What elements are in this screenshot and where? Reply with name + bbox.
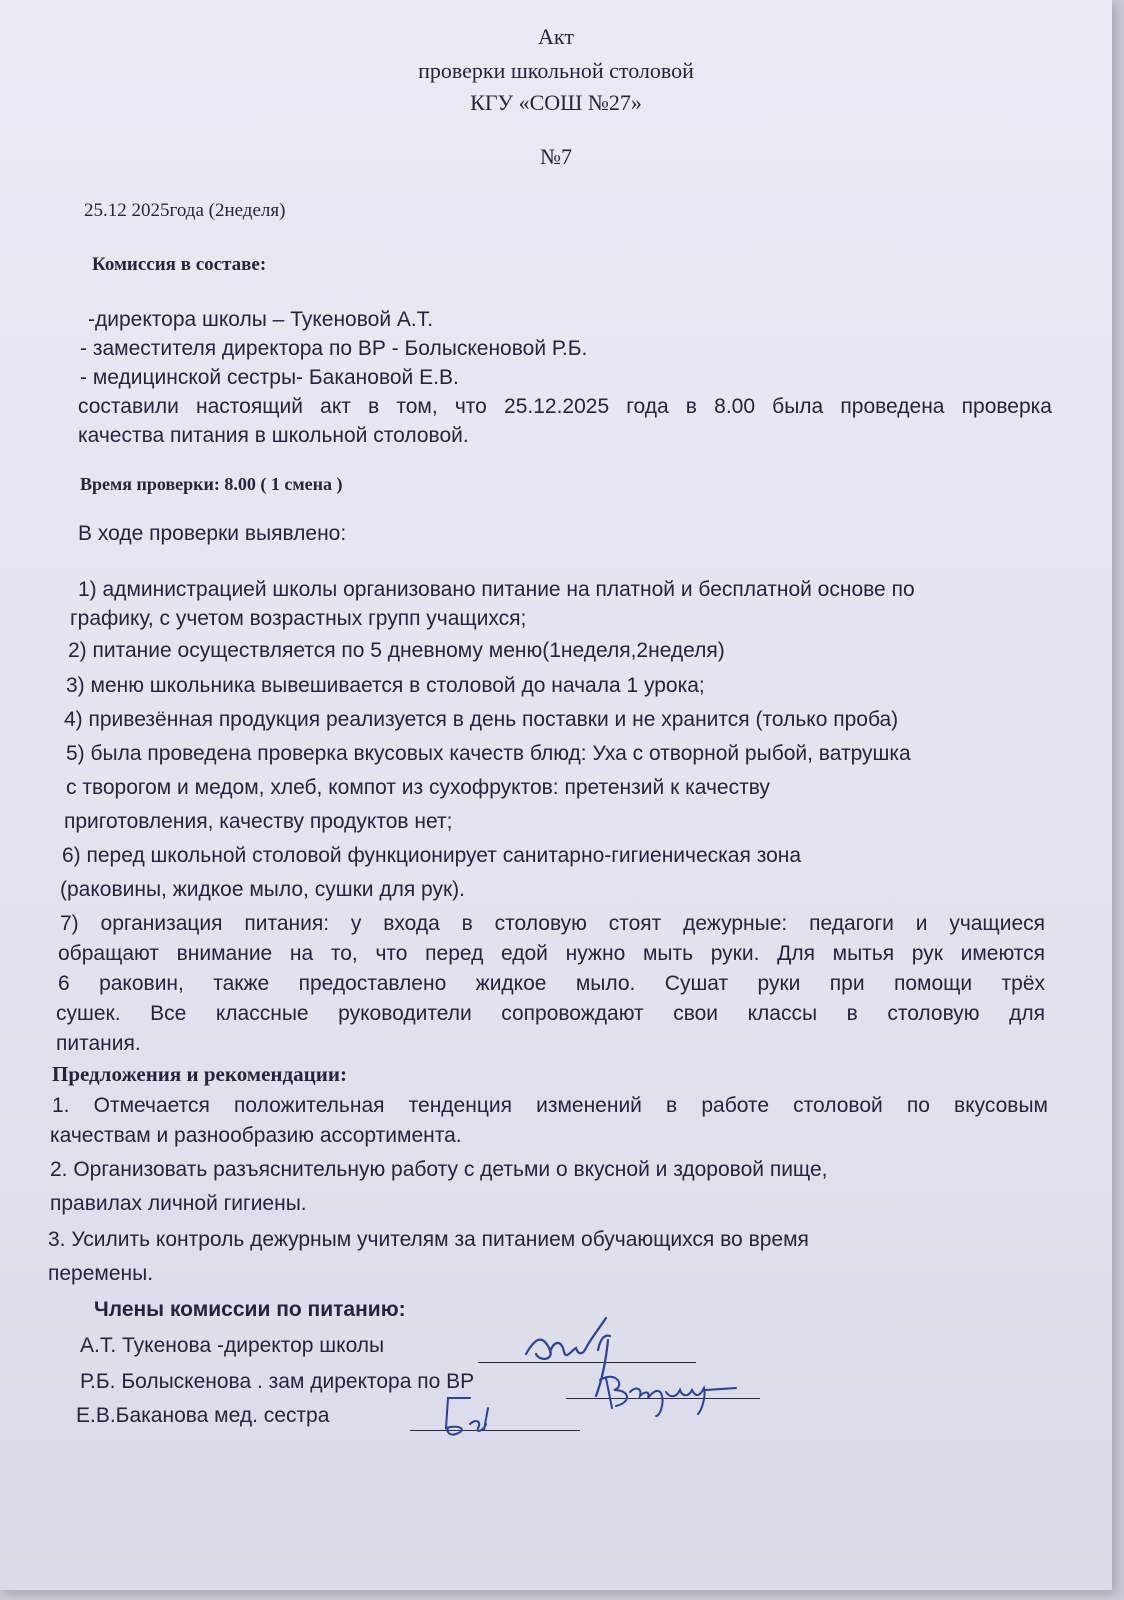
org-name: КГУ «СОШ №27» (470, 90, 642, 115)
finding-line: с творогом и медом, хлеб, компот из сухофруктов: претензий к качеству (66, 776, 770, 799)
doc-subtitle: проверки школьной столовой (418, 58, 694, 83)
commission-member: - медицинской сестры- Бакановой Е.В. (80, 366, 459, 389)
doc-title: Акт (538, 24, 574, 49)
finding-line: 2) питание осуществляется по 5 дневному меню(1неделя,2неделя) (68, 639, 725, 662)
finding-line: обращают внимание на то, что перед едой нужно мыть руки. Для мытья рук имеются (58, 942, 1045, 965)
recommendation-line: 1. Отмечается положительная тенденция изменений в работе столовой по вкусовым (52, 1094, 1048, 1117)
check-time: Время проверки: 8.00 ( 1 смена ) (80, 474, 343, 494)
signatory-nurse: Е.В.Баканова мед. сестра (76, 1404, 330, 1427)
recommendation-line: 2. Организовать разъяснительную работу с детьми о вкусной и здоровой пище, (50, 1158, 828, 1181)
commission-member: -директора школы – Тукеновой А.Т. (88, 308, 434, 331)
finding-line: (раковины, жидкое мыло, сушки для рук). (60, 878, 465, 901)
recommendation-line: 3. Усилить контроль дежурным учителям за питанием обучающихся во время (48, 1228, 809, 1251)
finding-line: 3) меню школьника вывешивается в столовой до начала 1 урока; (66, 674, 705, 697)
commission-statement-line: составили настоящий акт в том, что 25.12.2025 года в 8.00 была проведена проверка (78, 395, 1052, 418)
signature-deputy-image (596, 1360, 746, 1420)
findings-intro: В ходе проверки выявлено: (78, 522, 347, 545)
finding-line: 6 раковин, также предоставлено жидкое мыло. Сушат руки при помощи трёх (58, 972, 1045, 995)
finding-line: 7) организация питания: у входа в столовую стоят дежурные: педагоги и учащиеся (60, 912, 1045, 935)
finding-line: 6) перед школьной столовой функционирует санитарно-гигиеническая зона (62, 844, 802, 867)
finding-line: питания. (56, 1032, 141, 1055)
commission-member: - заместителя директора по ВР - Болыскеновой Р.Б. (80, 337, 588, 360)
signatory-deputy: Р.Б. Болыскенова . зам директора по ВР (80, 1370, 475, 1393)
recommendation-line: правилах личной гигиены. (50, 1192, 307, 1215)
finding-line: сушек. Все классные руководители сопровождают свои классы в столовую для (56, 1002, 1045, 1025)
finding-line: приготовления, качеству продуктов нет; (64, 810, 453, 833)
recommendation-line: перемены. (48, 1262, 154, 1285)
recommendation-line: качествам и разнообразию ассортимента. (50, 1124, 462, 1147)
finding-line: 4) привезённая продукция реализуется в день поставки и не хранится (только проба) (64, 708, 899, 731)
commission-statement-line: качества питания в школьной столовой. (78, 424, 469, 447)
commission-heading: Комиссия в составе: (92, 254, 267, 275)
finding-line: 1) администрацией школы организовано питание на платной и бесплатной основе по (78, 578, 915, 601)
act-number: №7 (540, 144, 572, 169)
finding-line: 5) была проведена проверка вкусовых качеств блюд: Уха с отворной рыбой, ватрушка (66, 742, 911, 765)
recommendations-heading: Предложения и рекомендации: (52, 1062, 347, 1086)
date-line: 25.12 2025года (2неделя) (84, 200, 286, 221)
signature-nurse-image (440, 1388, 520, 1438)
finding-line: графику, с учетом возрастных групп учащихся; (70, 607, 527, 630)
signatory-director: А.Т. Тукенова -директор школы (80, 1334, 385, 1357)
signatures-heading: Члены комиссии по питанию: (94, 1298, 406, 1321)
